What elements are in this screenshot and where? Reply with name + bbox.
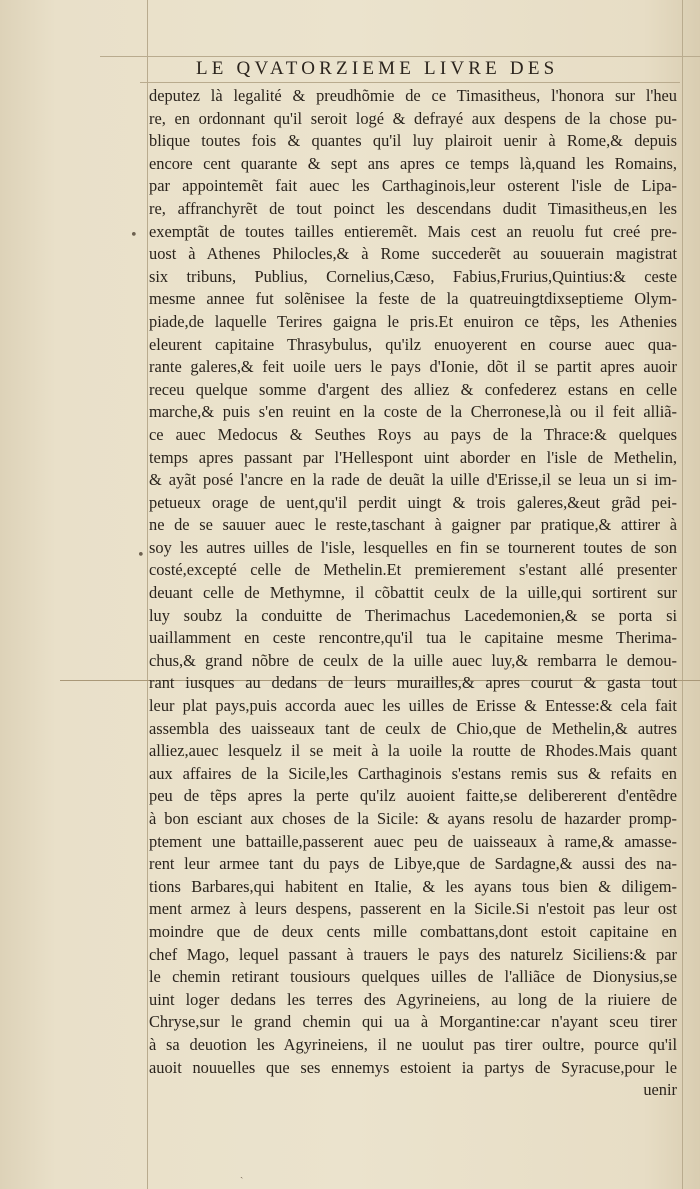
ink-speck: ˏ <box>240 1168 244 1179</box>
text-line: ce auec Medocus & Seuthes Roys au pays de la Thrace:& quelques <box>149 424 677 444</box>
text-line: eleurent capitaine Thrasybulus, qu'ilz enuoyerent en course auec qua- <box>149 334 677 354</box>
text-line: assembla des uaisseaux tant de ceulx de Chio,que de Methelin,& autres <box>149 718 677 738</box>
text-line: rent leur armee tant du pays de Libye,que de Sardagne,& aussi des na- <box>149 854 677 874</box>
text-line: Chryse,sur le grand chemin qui ua à Morgantine:car n'ayant sceu tirer <box>149 1012 677 1032</box>
text-line: tions Barbares,qui habitent en Italie, & les ayans tous bien & diligem- <box>149 876 677 896</box>
text-line: marche,& puis s'en reuint en la coste de la Cherronese,là ou il feit alliã- <box>149 402 677 422</box>
text-line: à sa deuotion les Agyrineiens, il ne uoulut pas tirer oultre, pource qu'il <box>149 1034 677 1054</box>
text-line: par appointemẽt fait auec les Carthaginois,leur osterent l'isle de Lipa- <box>149 176 677 196</box>
left-margin-rule <box>147 0 148 1189</box>
text-line: temps apres passant par l'Hellespont uint aborder en l'isle de Methelin, <box>149 447 677 467</box>
text-line: le chemin retirant tousiours quelques uilles de l'alliãce de Dionysius,se <box>149 967 677 987</box>
text-line: leur plat pays,puis accorda auec les uilles de Erisse & Entesse:& cela fait <box>149 696 677 716</box>
text-line: re, affranchyrẽt de tout poinct les descendans dudit Timasitheus,en les <box>149 198 677 218</box>
text-line: six tribuns, Publius, Cornelius,Cæso, Fabius,Frurius,Quintius:& ceste <box>149 266 677 286</box>
right-margin-rule <box>682 0 683 1189</box>
margin-dot: • <box>130 228 138 243</box>
text-line: ment armez à leurs despens, passerent en la Sicile.Si n'estoit pas leur ost <box>149 899 677 919</box>
text-line: costé,excepté celle de Methelin.Et premierement s'estant allé presenter <box>149 560 677 580</box>
text-line: à bon esciant aux choses de la Sicile: & ayans resolu de hazarder promp- <box>149 809 677 828</box>
text-line: aux affaires de la Sicile,les Carthaginois s'estans remis sus & refaits en <box>149 763 677 783</box>
text-line: chus,& grand nõbre de ceulx de la uille auec luy,& rembarra le demou- <box>149 650 677 670</box>
text-line: blique toutes fois & quantes qu'il luy plairoit uenir à Rome,& depuis <box>149 131 677 151</box>
text-line: ptement une battaille,passerent auec peu de uaisseaux à rame,& amasse- <box>149 831 677 851</box>
text-line: receu quelque somme d'argent des alliez & confederez estans en celle <box>149 379 677 399</box>
text-line: exemptãt de toutes tailles entieremẽt. Mais cest an reuolu fut creé pre- <box>149 221 677 241</box>
text-line: soy les autres uilles de l'isle, lesquelles en fin se tournerent toutes de son <box>149 537 677 557</box>
text-line: uost à Athenes Philocles,& à Rome succederẽt au souuerain magistrat <box>149 244 677 264</box>
text-line: uaillamment en ceste rencontre,qu'il tua le capitaine mesme Therima- <box>149 628 677 648</box>
text-line: auoit nouuelles que ses ennemys estoient ia partys de Syracuse,pour le <box>149 1057 677 1077</box>
text-line: rante galeres,& feit uoile uers le pays d'Ionie, dõt il se partit apres auoir <box>149 357 677 377</box>
text-line: mesme annee fut solẽnisee la feste de la quatreuingtdixseptieme Olym- <box>149 289 677 309</box>
text-line: chef Mago, lequel passant à trauers le pays des naturelz Siciliens:& par <box>149 944 677 964</box>
text-line: encore cent quarante & sept ans apres ce temps là,quand les Romains, <box>149 153 677 173</box>
text-line: petueux orage de uent,qu'il perdit uingt & trois galeres,&eut grãd pei- <box>149 492 677 512</box>
top-rule <box>100 56 700 57</box>
text-line: deuant celle de Methymne, il cõbattit ceulx de la uille,qui sortirent sur <box>149 583 677 603</box>
text-line: deputez là legalité & preudhõmie de ce Timasitheus, l'honora sur l'heu <box>149 86 677 105</box>
text-line: ne de se sauuer auec le reste,taschant à gaigner par pratique,& attirer à <box>149 515 677 535</box>
header-rule <box>140 82 680 83</box>
running-title: LE QVATORZIEME LIVRE DES <box>196 58 559 79</box>
text-line: luy soubz la conduitte de Therimachus Lacedemonien,& se porta si <box>149 605 677 625</box>
body-text <box>149 85 677 1102</box>
text-line: uint loger dedans les terres des Agyrineiens, au long de la riuiere de <box>149 989 677 1009</box>
catchword: uenir <box>643 1080 677 1100</box>
text-line: re, en ordonnant qu'il seroit logé & defrayé aux despens de la chose pu- <box>149 108 677 128</box>
margin-dot: • <box>137 548 145 563</box>
text-line: peu de tẽps apres la perte qu'ilz auoient faitte,se delibererent d'entẽdre <box>149 786 677 806</box>
text-line: alliez,auec lesquelz il se meit à la uoile la routte de Rhodes.Mais quant <box>149 741 677 761</box>
text-line: piade,de laquelle Terires gaigna le pris.Et enuiron ce tẽps, les Athenies <box>149 311 677 331</box>
text-line: moindre que de deux cents mille combattans,dont estoit capitaine en <box>149 921 677 941</box>
text-line: & ayãt posé l'ancre en la rade de deuãt la uille d'Erisse,il se leua un si im- <box>149 470 677 490</box>
text-line: rant iusques au dedans de leurs murailles,& apres courut & gasta tout <box>149 673 677 693</box>
